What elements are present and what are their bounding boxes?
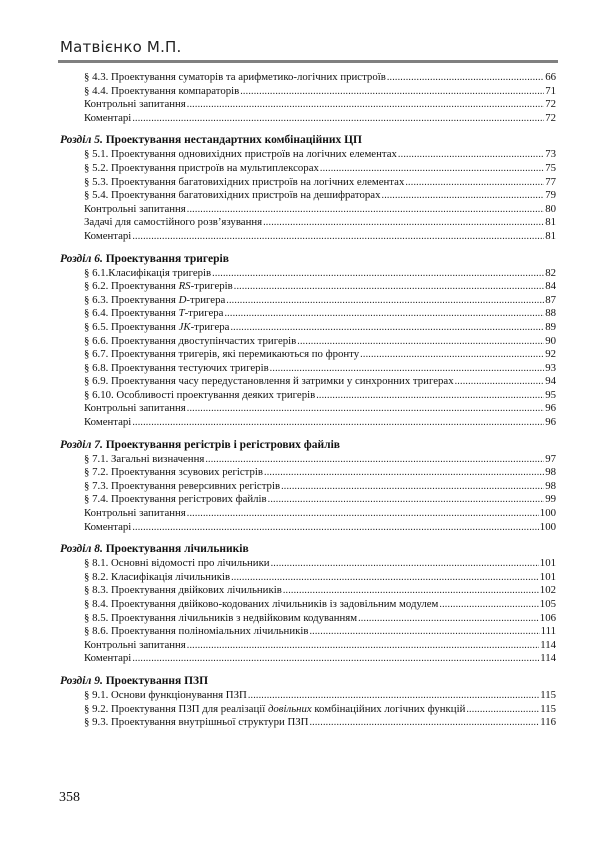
toc-entry[interactable] (60, 493, 556, 507)
toc-entry-page: 94 (545, 375, 556, 388)
dot-leader (309, 625, 539, 639)
dot-leader (132, 112, 544, 126)
section-number: Розділ 7. (60, 438, 103, 451)
toc-entry-page: 102 (539, 584, 556, 597)
toc-entry[interactable] (60, 716, 556, 730)
toc-entry[interactable] (60, 584, 556, 598)
toc-entry-label: Контрольні запитання (84, 202, 186, 215)
toc-entry-page: 99 (545, 493, 556, 506)
section-title[interactable] (60, 542, 556, 556)
running-header-author: Матвієнко М.П. (60, 38, 182, 56)
label-text: § 6.4. Проектування (84, 307, 179, 320)
toc-entry-label: Коментарі (84, 520, 132, 533)
toc-entry-label: § 8.3. Проектування двійкових лічильників (84, 584, 282, 597)
dot-leader (263, 216, 544, 230)
toc-entry[interactable] (60, 416, 556, 430)
toc-entry-label: Контрольні запитання (84, 638, 186, 651)
label-text: § 6.2. Проектування (84, 280, 179, 293)
toc-entry-page: 82 (545, 266, 556, 279)
toc-entry-label: Коментарі (84, 111, 132, 124)
toc-entry[interactable] (60, 85, 556, 99)
toc-entry-label: § 5.1. Проектування одновихідних пристроїв на логічних елементах (84, 148, 397, 161)
toc-entry[interactable] (60, 267, 556, 281)
toc-entry-page: 93 (545, 361, 556, 374)
toc-entry-label (84, 307, 223, 321)
toc-entry[interactable] (60, 389, 556, 403)
toc-entry-page: 97 (545, 452, 556, 465)
toc-entry[interactable] (60, 189, 556, 203)
toc-entry[interactable] (60, 507, 556, 521)
dot-leader (187, 507, 539, 521)
label-text: § 9.2. Проектування ПЗП для реалізації (84, 702, 268, 715)
label-text: § 6.5. Проектування (84, 320, 179, 333)
toc-entry-label: § 5.2. Проектування пристроїв на мультиплексорах (84, 161, 319, 174)
label-emphasis: T (178, 307, 185, 320)
dot-leader (309, 716, 539, 730)
dot-leader (439, 598, 538, 612)
dot-leader (248, 689, 539, 703)
toc-entry[interactable] (60, 216, 556, 230)
section-title-text: Проектування нестандартних комбінаційних ЦП (105, 134, 362, 147)
toc-entry-page: 73 (545, 148, 556, 161)
dot-leader (466, 703, 539, 717)
dot-leader (455, 375, 545, 389)
toc-entry-label: § 8.6. Проектування поліноміальних лічильників (84, 625, 309, 638)
toc-entry-page: 92 (545, 348, 556, 361)
toc-entry-label (84, 294, 225, 308)
toc-entry[interactable] (60, 176, 556, 190)
toc-entry[interactable] (60, 348, 556, 362)
toc-entry-page: 81 (545, 229, 556, 242)
toc-entry-label: § 7.3. Проектування реверсивних регістрів (84, 479, 281, 492)
toc-entry-label: Контрольні запитання (84, 402, 186, 415)
label-text: комбінаційних логічних функцій (311, 702, 466, 715)
toc-section-8 (60, 542, 556, 666)
toc-entry-page: 106 (539, 611, 556, 624)
label-text: -тригера (190, 320, 230, 333)
toc-entry[interactable] (60, 112, 556, 126)
section-number: Розділ 8. (60, 543, 103, 556)
section-title[interactable] (60, 674, 556, 688)
dot-leader (187, 98, 544, 112)
toc-entry-label: § 6.10. Особливості проектування деяких тригерів (84, 388, 316, 401)
label-text: -тригера (186, 293, 226, 306)
table-of-contents (60, 71, 556, 738)
toc-entry-page: 88 (545, 307, 556, 320)
toc-entry[interactable] (60, 148, 556, 162)
dot-leader (268, 493, 545, 507)
toc-entry-page: 84 (545, 280, 556, 293)
toc-entry[interactable] (60, 625, 556, 639)
dot-leader (358, 612, 539, 626)
toc-entry-label: § 6.7. Проектування тригерів, які перемикаються по фронту (84, 348, 360, 361)
toc-entry[interactable] (60, 652, 556, 666)
section-title[interactable] (60, 133, 556, 147)
dot-leader (234, 280, 544, 294)
section-title-text: Проектування ПЗП (105, 674, 209, 687)
toc-entry[interactable] (60, 280, 556, 294)
toc-entry-page: 66 (545, 71, 556, 83)
toc-entry[interactable] (60, 335, 556, 349)
toc-entry[interactable] (60, 71, 556, 85)
header-rule (58, 60, 558, 63)
label-emphasis: JK (178, 320, 191, 333)
toc-entry-page: 111 (540, 625, 556, 638)
dot-leader (271, 557, 539, 571)
toc-entry-page: 96 (545, 416, 556, 429)
toc-entry[interactable] (60, 230, 556, 244)
section-title-text: Проектування регістрів і регістрових файлів (105, 438, 340, 451)
toc-entry-page: 100 (539, 507, 556, 520)
dot-leader (187, 203, 544, 217)
dot-leader (226, 294, 544, 308)
toc-entry[interactable] (60, 402, 556, 416)
dot-leader (360, 348, 544, 362)
section-number: Розділ 9. (60, 674, 103, 687)
toc-entry-page: 98 (545, 466, 556, 479)
toc-entry-label (84, 280, 233, 294)
toc-entry[interactable] (60, 612, 556, 626)
dot-leader (297, 335, 544, 349)
toc-entry[interactable] (60, 307, 556, 321)
toc-entry-label: § 8.5. Проектування лічильників з недвійковим кодуванням (84, 611, 358, 624)
toc-entry[interactable] (60, 362, 556, 376)
toc-entry-label: § 8.2. Класифікація лічильників (84, 570, 231, 583)
toc-entry-page: 115 (540, 702, 556, 715)
dot-leader (270, 362, 545, 376)
toc-entry-label: § 7.4. Проектування регістрових файлів (84, 493, 267, 506)
toc-entry-label (84, 321, 229, 335)
toc-entry[interactable] (60, 598, 556, 612)
toc-section-7 (60, 438, 556, 535)
dot-leader (398, 148, 544, 162)
dot-leader (230, 321, 544, 335)
toc-entry-label (84, 703, 465, 717)
toc-entry-label: § 7.2. Проектування зсувових регістрів (84, 466, 264, 479)
toc-entry-label: § 6.1.Класифікація тригерів (84, 266, 212, 279)
toc-entry-page: 98 (545, 479, 556, 492)
label-text: § 6.3. Проектування (84, 293, 179, 306)
label-text: -тригера (184, 307, 224, 320)
dot-leader (132, 521, 538, 535)
section-number: Розділ 6. (60, 252, 103, 265)
toc-entry[interactable] (60, 203, 556, 217)
toc-entry-page: 105 (539, 598, 556, 610)
toc-entry[interactable] (60, 480, 556, 494)
toc-entry[interactable] (60, 294, 556, 308)
toc-entry-page: 79 (545, 189, 556, 202)
label-text: -тригерів (190, 280, 233, 293)
dot-leader (264, 466, 544, 480)
toc-entry-page: 90 (545, 334, 556, 347)
section-title[interactable] (60, 252, 556, 266)
toc-entry-page: 87 (545, 293, 556, 306)
toc-entry-page: 101 (539, 570, 556, 583)
dot-leader (187, 402, 544, 416)
toc-entry-label: § 5.3. Проектування багатовихідних пристроїв на логічних елементах (84, 175, 405, 188)
toc-entry-label: § 9.3. Проектування внутрішньої структури ПЗП (84, 716, 309, 729)
toc-entry-page: 114 (540, 652, 556, 665)
toc-entry-page: 95 (545, 388, 556, 401)
section-title[interactable] (60, 438, 556, 452)
section-number: Розділ 5. (60, 134, 103, 147)
toc-entry[interactable] (60, 375, 556, 389)
toc-entry-page: 80 (545, 202, 556, 215)
toc-entry-label: § 6.6. Проектування двоступінчастих тригерів (84, 334, 297, 347)
toc-section-5 (60, 133, 556, 243)
toc-entry-label: § 8.1. Основні відомості про лічильники (84, 557, 270, 570)
toc-entry-page: 116 (540, 716, 556, 729)
dot-leader (316, 389, 544, 403)
dot-leader (187, 639, 539, 653)
toc-entry-page: 81 (545, 216, 556, 229)
dot-leader (320, 162, 544, 176)
page-number: 358 (59, 790, 80, 805)
toc-entry-label: Задачі для самостійного розв’язування (84, 216, 263, 229)
toc-entry-page: 72 (545, 111, 556, 124)
toc-section-4-continued (60, 71, 556, 125)
toc-entry-page: 75 (545, 161, 556, 174)
dot-leader (281, 480, 544, 494)
dot-leader (132, 416, 544, 430)
toc-entry-label: § 6.8. Проектування тестуючих тригерів (84, 361, 269, 374)
dot-leader (205, 453, 544, 467)
toc-entry[interactable] (60, 521, 556, 535)
toc-entry-label: Контрольні запитання (84, 507, 186, 520)
toc-entry[interactable] (60, 162, 556, 176)
section-title-text: Проектування тригерів (105, 252, 229, 265)
toc-section-6 (60, 252, 556, 430)
label-emphasis: довільних (267, 702, 312, 715)
toc-entry-page: 77 (545, 175, 556, 188)
toc-entry-page: 114 (540, 638, 556, 651)
toc-entry[interactable] (60, 466, 556, 480)
label-emphasis: RS (178, 280, 191, 293)
toc-entry-label: § 7.1. Загальні визначення (84, 452, 205, 465)
dot-leader (224, 307, 544, 321)
toc-entry-page: 89 (545, 320, 556, 333)
toc-entry-label: § 8.4. Проектування двійково-кодованих лічильників із задовільним модулем (84, 598, 439, 610)
toc-entry-page: 100 (539, 520, 556, 533)
toc-entry[interactable] (60, 703, 556, 717)
toc-entry-label: § 5.4. Проектування багатовихідних пристроїв на дешифраторах (84, 189, 381, 202)
dot-leader (283, 584, 539, 598)
toc-entry[interactable] (60, 98, 556, 112)
dot-leader (132, 652, 539, 666)
toc-entry[interactable] (60, 453, 556, 467)
toc-entry-label: Коментарі (84, 416, 132, 429)
toc-entry-page: 101 (539, 557, 556, 570)
toc-entry-page: 115 (540, 688, 556, 701)
toc-entry-label: Коментарі (84, 652, 132, 665)
toc-entry-label: Коментарі (84, 229, 132, 242)
dot-leader (387, 71, 544, 85)
toc-entry-label: Контрольні запитання (84, 98, 186, 111)
dot-leader (240, 85, 544, 99)
toc-entry-label: § 6.9. Проектування часу передустановлення й затримки у синхронних тригерах (84, 375, 454, 388)
toc-entry[interactable] (60, 689, 556, 703)
dot-leader (382, 189, 545, 203)
toc-entry[interactable] (60, 557, 556, 571)
toc-entry[interactable] (60, 639, 556, 653)
toc-section-9 (60, 674, 556, 730)
toc-entry-label: § 4.4. Проектування компараторів (84, 84, 240, 97)
toc-entry-page: 71 (545, 84, 556, 97)
section-title-text: Проектування лічильників (105, 543, 249, 556)
toc-entry-page: 72 (545, 98, 556, 111)
toc-entry-label: § 4.3. Проектування суматорів та арифметико-логічних пристроїв (84, 71, 386, 83)
toc-entry[interactable] (60, 571, 556, 585)
dot-leader (405, 176, 544, 190)
dot-leader (212, 267, 544, 281)
dot-leader (231, 571, 539, 585)
toc-entry-page: 96 (545, 402, 556, 415)
toc-entry[interactable] (60, 321, 556, 335)
dot-leader (132, 230, 544, 244)
toc-entry-label: § 9.1. Основи функціонування ПЗП (84, 688, 247, 701)
label-emphasis: D (178, 293, 187, 306)
